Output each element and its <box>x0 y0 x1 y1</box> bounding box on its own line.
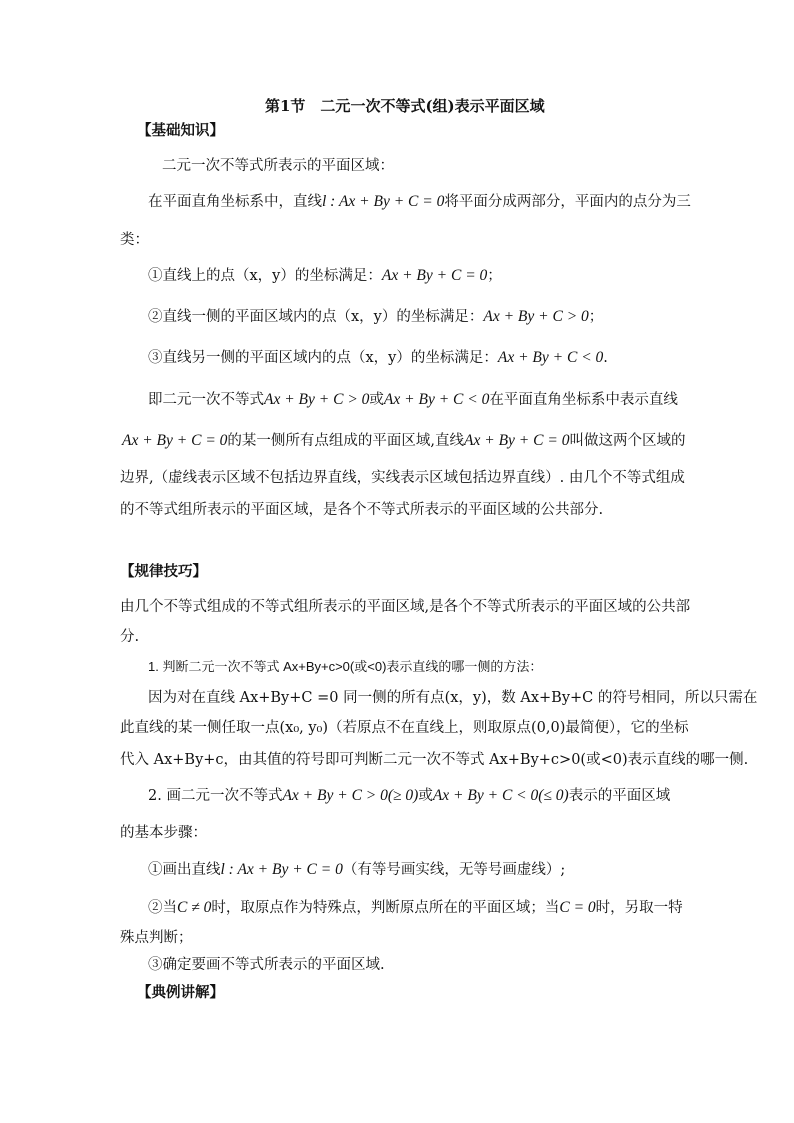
tips-paragraph-line: 因为对在直线 Ax+By+C =0 同一侧的所有点(x，y)，数 Ax+By+C 的符号相同，所以只需在 <box>148 690 758 706</box>
tips-step-1: ①画出直线l : Ax + By + C = 0（有等号画实线，无等号画虚线）; <box>148 861 566 878</box>
section-heading-basic: 【基础知识】 <box>137 122 224 139</box>
tips-paragraph-line: 殊点判断； <box>120 930 193 946</box>
tips-paragraph-line: 代入 Ax+By+c，由其值的符号即可判断二元一次不等式 Ax+By+c>0(或<0)表示直线的哪一侧. <box>120 752 749 768</box>
basic-item-3: ③直线另一侧的平面区域内的点（x，y）的坐标满足：Ax + By + C < 0. <box>148 349 608 366</box>
tips-paragraph-line: 此直线的某一侧任取一点(x₀, y₀)（若原点不在直线上，则取原点(0,0)最简便），它的坐标 <box>120 720 689 736</box>
basic-paragraph-line: 类： <box>120 232 149 248</box>
basic-paragraph-line: 即二元一次不等式Ax + By + C > 0或Ax + By + C < 0在平面直角坐标系中表示直线 <box>148 391 678 408</box>
tips-item-2-heading: 2. 画二元一次不等式Ax + By + C > 0(≥ 0)或Ax + By + C < 0(≤ 0)表示的平面区域 <box>148 787 671 804</box>
tips-paragraph-line: 由几个不等式组成的不等式组所表示的平面区域,是各个不等式所表示的平面区域的公共部 <box>120 599 691 615</box>
section-heading-tips: 【规律技巧】 <box>120 563 207 580</box>
basic-item-2: ②直线一侧的平面区域内的点（x，y）的坐标满足：Ax + By + C > 0； <box>148 308 604 325</box>
basic-intro: 二元一次不等式所表示的平面区域： <box>162 158 394 174</box>
tips-item-1-heading: 1. 判断二元一次不等式 Ax+By+c>0(或<0)表示直线的哪一侧的方法： <box>148 659 543 674</box>
basic-paragraph-line: Ax + By + C = 0的某一侧所有点组成的平面区域,直线Ax + By + C = 0叫做这两个区域的 <box>122 432 686 449</box>
basic-paragraph-line: 的不等式组所表示的平面区域，是各个不等式所表示的平面区域的公共部分. <box>120 502 604 518</box>
basic-paragraph-line: 边界,（虚线表示区域不包括边界直线，实线表示区域包括边界直线）. 由几个不等式组成 <box>120 470 685 486</box>
basic-item-1: ①直线上的点（x，y）的坐标满足：Ax + By + C = 0； <box>148 267 502 284</box>
tips-step-2: ②当C ≠ 0时，取原点作为特殊点，判断原点所在的平面区域；当C = 0时，另取一特 <box>148 899 683 916</box>
page-title: 第1节 二元一次不等式(组)表示平面区域 <box>265 97 545 115</box>
basic-paragraph-line: 在平面直角坐标系中，直线l : Ax + By + C = 0将平面分成两部分，平面内的点分为三 <box>148 193 691 210</box>
tips-paragraph-line: 的基本步骤： <box>120 825 207 841</box>
tips-step-3: ③确定要画不等式所表示的平面区域. <box>148 957 385 973</box>
section-heading-examples: 【典例讲解】 <box>137 984 224 1001</box>
tips-paragraph-line: 分. <box>120 629 140 645</box>
